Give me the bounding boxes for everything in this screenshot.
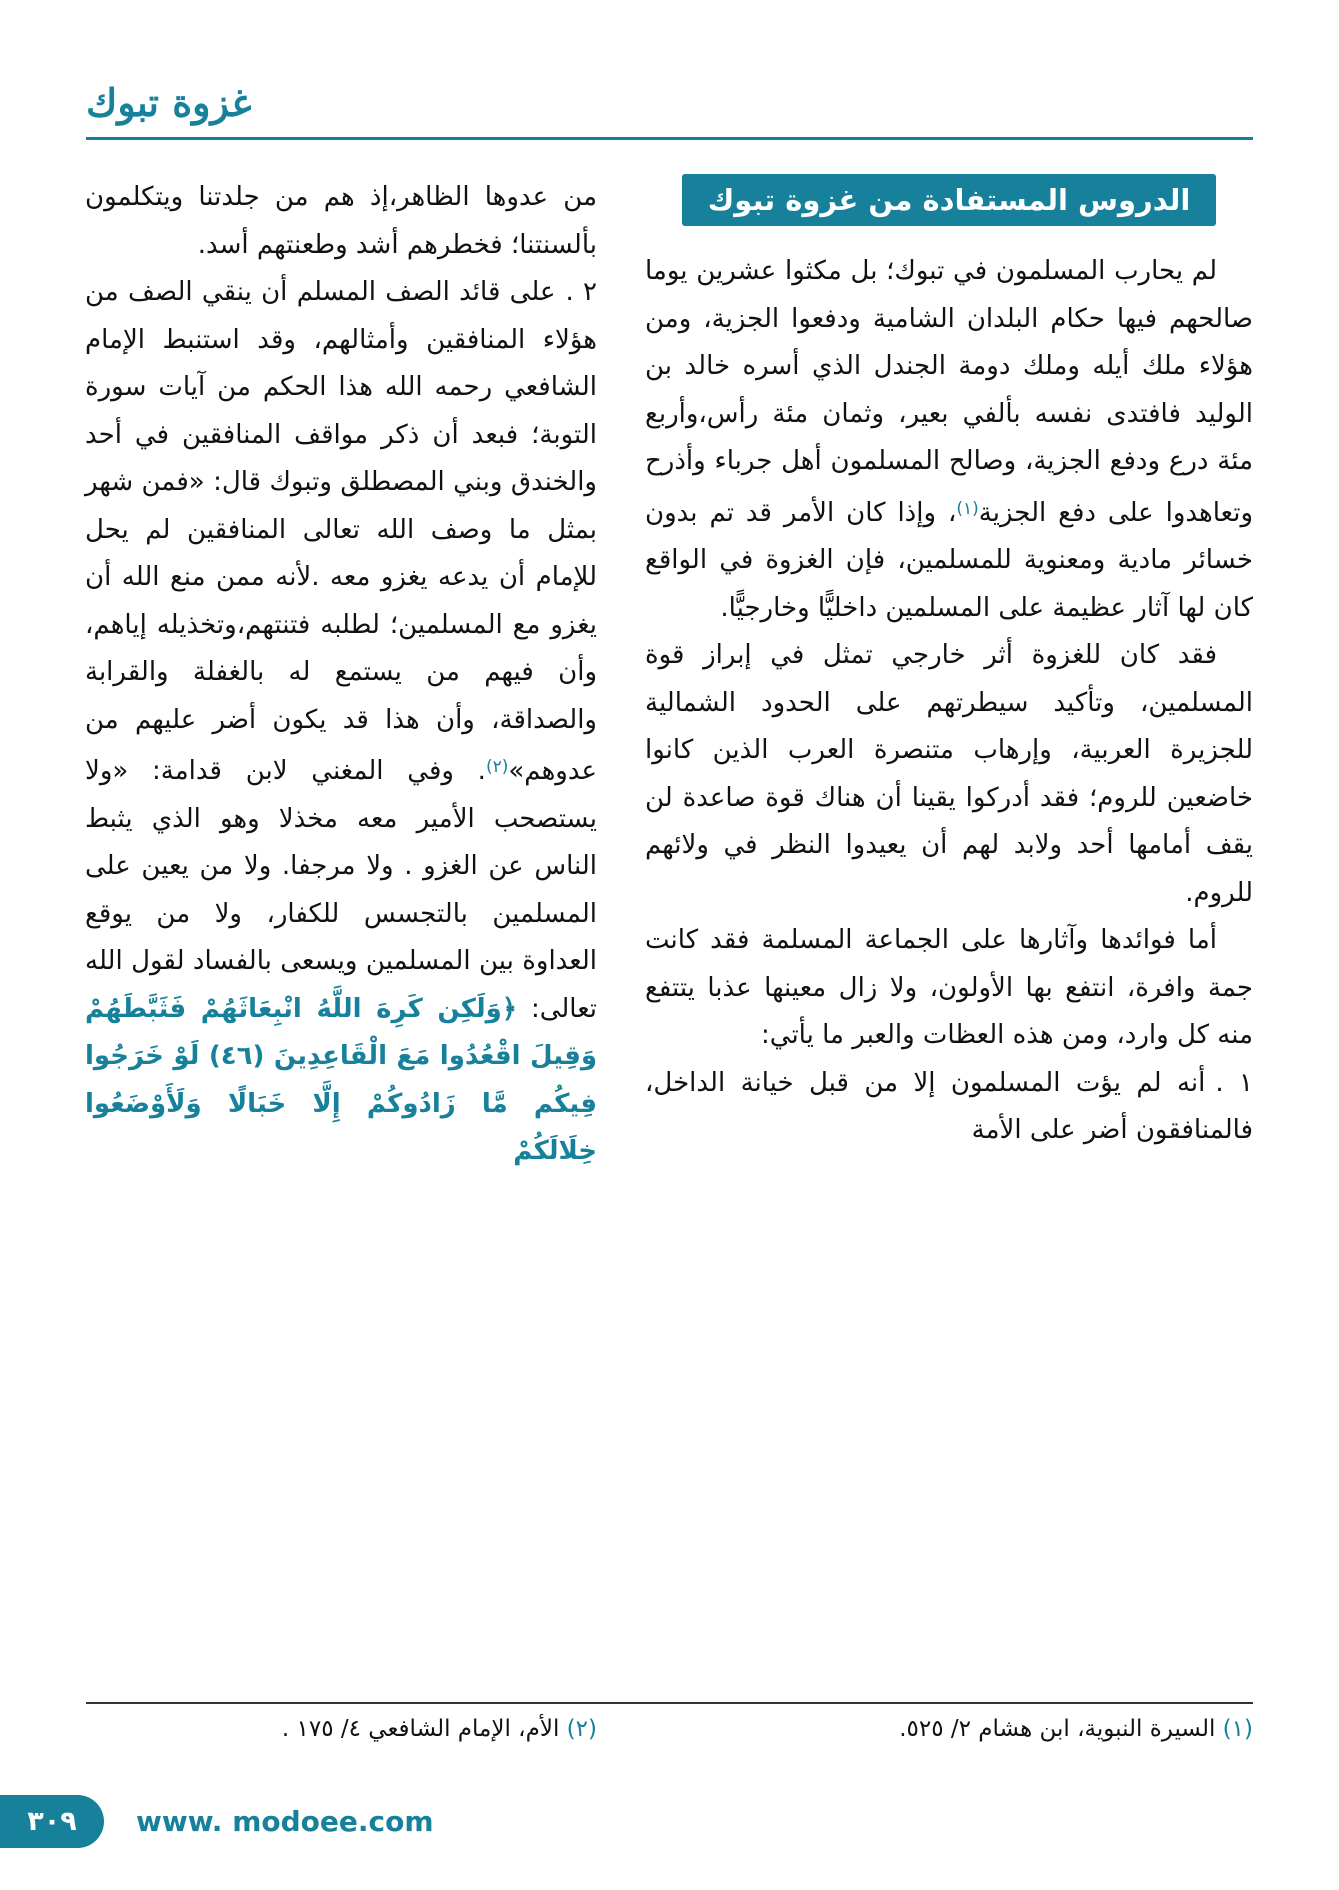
page-number-badge: ٣٠٩ — [0, 1795, 104, 1848]
paragraph-text: لم يحارب المسلمون في تبوك؛ بل مكثوا عشرين يوما صالحهم فيها حكام البلدان الشامية ودفعوا الجزية، ومن هؤلاء ملك أيله وملك دومة الجندل الذي أسره خالد بن الوليد فافتدى نفسه بألفي بعير، وثمان مئة رأس،وأربع مئة درع ودفع الجزية، وصالح المسلمون أهل جرباء وأذرح وتعاهدوا على دفع الجزية — [645, 256, 1253, 528]
footnotes-row — [86, 1716, 1253, 1742]
footnote-marker-1: (١) — [956, 498, 979, 519]
footnote-area — [86, 1702, 1253, 1742]
header-divider — [86, 137, 1253, 140]
footnote — [645, 1716, 1253, 1742]
paragraph: من عدوها الظاهر،إذ هم من جلدتنا ويتكلمون بألسنتنا؛ فخطرهم أشد وطعنتهم أسد. — [85, 182, 597, 260]
book-title: غزوة تبوك — [86, 80, 252, 125]
footnote-marker: (٢) — [566, 1716, 597, 1742]
right-column — [645, 174, 1253, 1176]
text-columns — [86, 174, 1253, 1176]
paragraph-text: ، وإذا كان الأمر قد تم بدون خسائر مادية ومعنوية للمسلمين، فإن الغزوة في الواقع كان لها آثار عظيمة على المسلمين داخليًّا وخارجيًّا. — [645, 497, 1253, 623]
footnote-marker-2: (٢) — [485, 757, 509, 777]
section-heading-banner: الدروس المستفادة من غزوة تبوك — [682, 174, 1217, 226]
footnote-text: السيرة النبوية، ابن هشام ٢/ ٥٢٥. — [899, 1716, 1216, 1742]
footnotes-divider — [86, 1702, 1253, 1704]
paragraph: أما فوائدها وآثارها على الجماعة المسلمة فقد كانت جمة وافرة، انتفع بها الأولون، ولا زال معينها عذبا يتتفع منه كل وارد، ومن هذه العظات والعبر ما يأتي: — [645, 925, 1253, 1050]
paragraph — [645, 248, 1253, 632]
left-column — [85, 174, 597, 1176]
numbered-item-1 — [645, 1060, 1253, 1155]
list-number: ١ . — [1215, 1067, 1254, 1098]
list-number: ٢ . — [565, 277, 597, 307]
footnote-text: الأم، الإمام الشافعي ٤/ ١٧٥ . — [281, 1716, 560, 1742]
paragraph-text: أنه لم يؤت المسلمون إلا من قبل خيانة الداخل، فالمنافقون أضر على الأمة — [645, 1067, 1253, 1145]
footnote-marker: (١) — [1222, 1716, 1253, 1742]
paragraph-text: . وفي المغني لابن قدامة: «ولا يستصحب الأمير معه مخذلا وهو الذي يثبط الناس عن الغزو . ولا مرجفا. ولا من يعين على المسلمين بالتجسس للكفار، ولا من يوقع العداوة بين المسلمين ويسعى بالفساد لقول الله تعالى: — [85, 756, 597, 1024]
footer-bar — [0, 1795, 434, 1848]
footnote — [85, 1716, 597, 1742]
paragraph-text: على قائد الصف المسلم أن ينقي الصف من هؤلاء المنافقين وأمثالهم، وقد استنبط الإمام الشافعي رحمه الله هذا الحكم من آيات سورة التوبة؛ فبعد أن ذكر مواقف المنافقين في أحد والخندق وبني المصطلق وتبوك قال: «فمن شهر بمثل ما وصف الله تعالى المنافقين لم يحل للإمام أن يدعه يغزو معه .لأنه ممن منع الله أن يغزو مع المسلمين؛ لطلبه فتنتهم،وتخذيله إياهم، وأن فيهم من يستمع له بالغفلة والقرابة والصداقة، وأن هذا قد يكون أضر عليهم من عدوهم» — [85, 277, 597, 786]
website-link: www. modoee.com — [136, 1805, 434, 1838]
quran-verse: ﴿وَلَكِن كَرِهَ اللَّهُ انْبِعَاثَهُمْ فَثَبَّطَهُمْ وَقِيلَ اقْعُدُوا مَعَ الْقَاعِدِينَ (٤٦) لَوْ خَرَجُوا فِيكُم مَّا زَادُوكُمْ إِلَّا خَبَالًا وَلَأَوْضَعُوا خِلَالَكُمْ — [85, 993, 597, 1166]
page-header — [86, 0, 1253, 125]
paragraph: فقد كان للغزوة أثر خارجي تمثل في إبراز قوة المسلمين، وتأكيد سيطرتهم على الحدود الشمالية للجزيرة العربية، وإرهاب متنصرة العرب الذين كانوا خاضعين للروم؛ فقد أدركوا يقينا أن هناك قوة صاعدة لن يقف أمامها أحد ولابد لهم أن يعيدوا النظر في ولائهم للروم. — [645, 640, 1253, 908]
numbered-item-2 — [85, 269, 597, 1176]
